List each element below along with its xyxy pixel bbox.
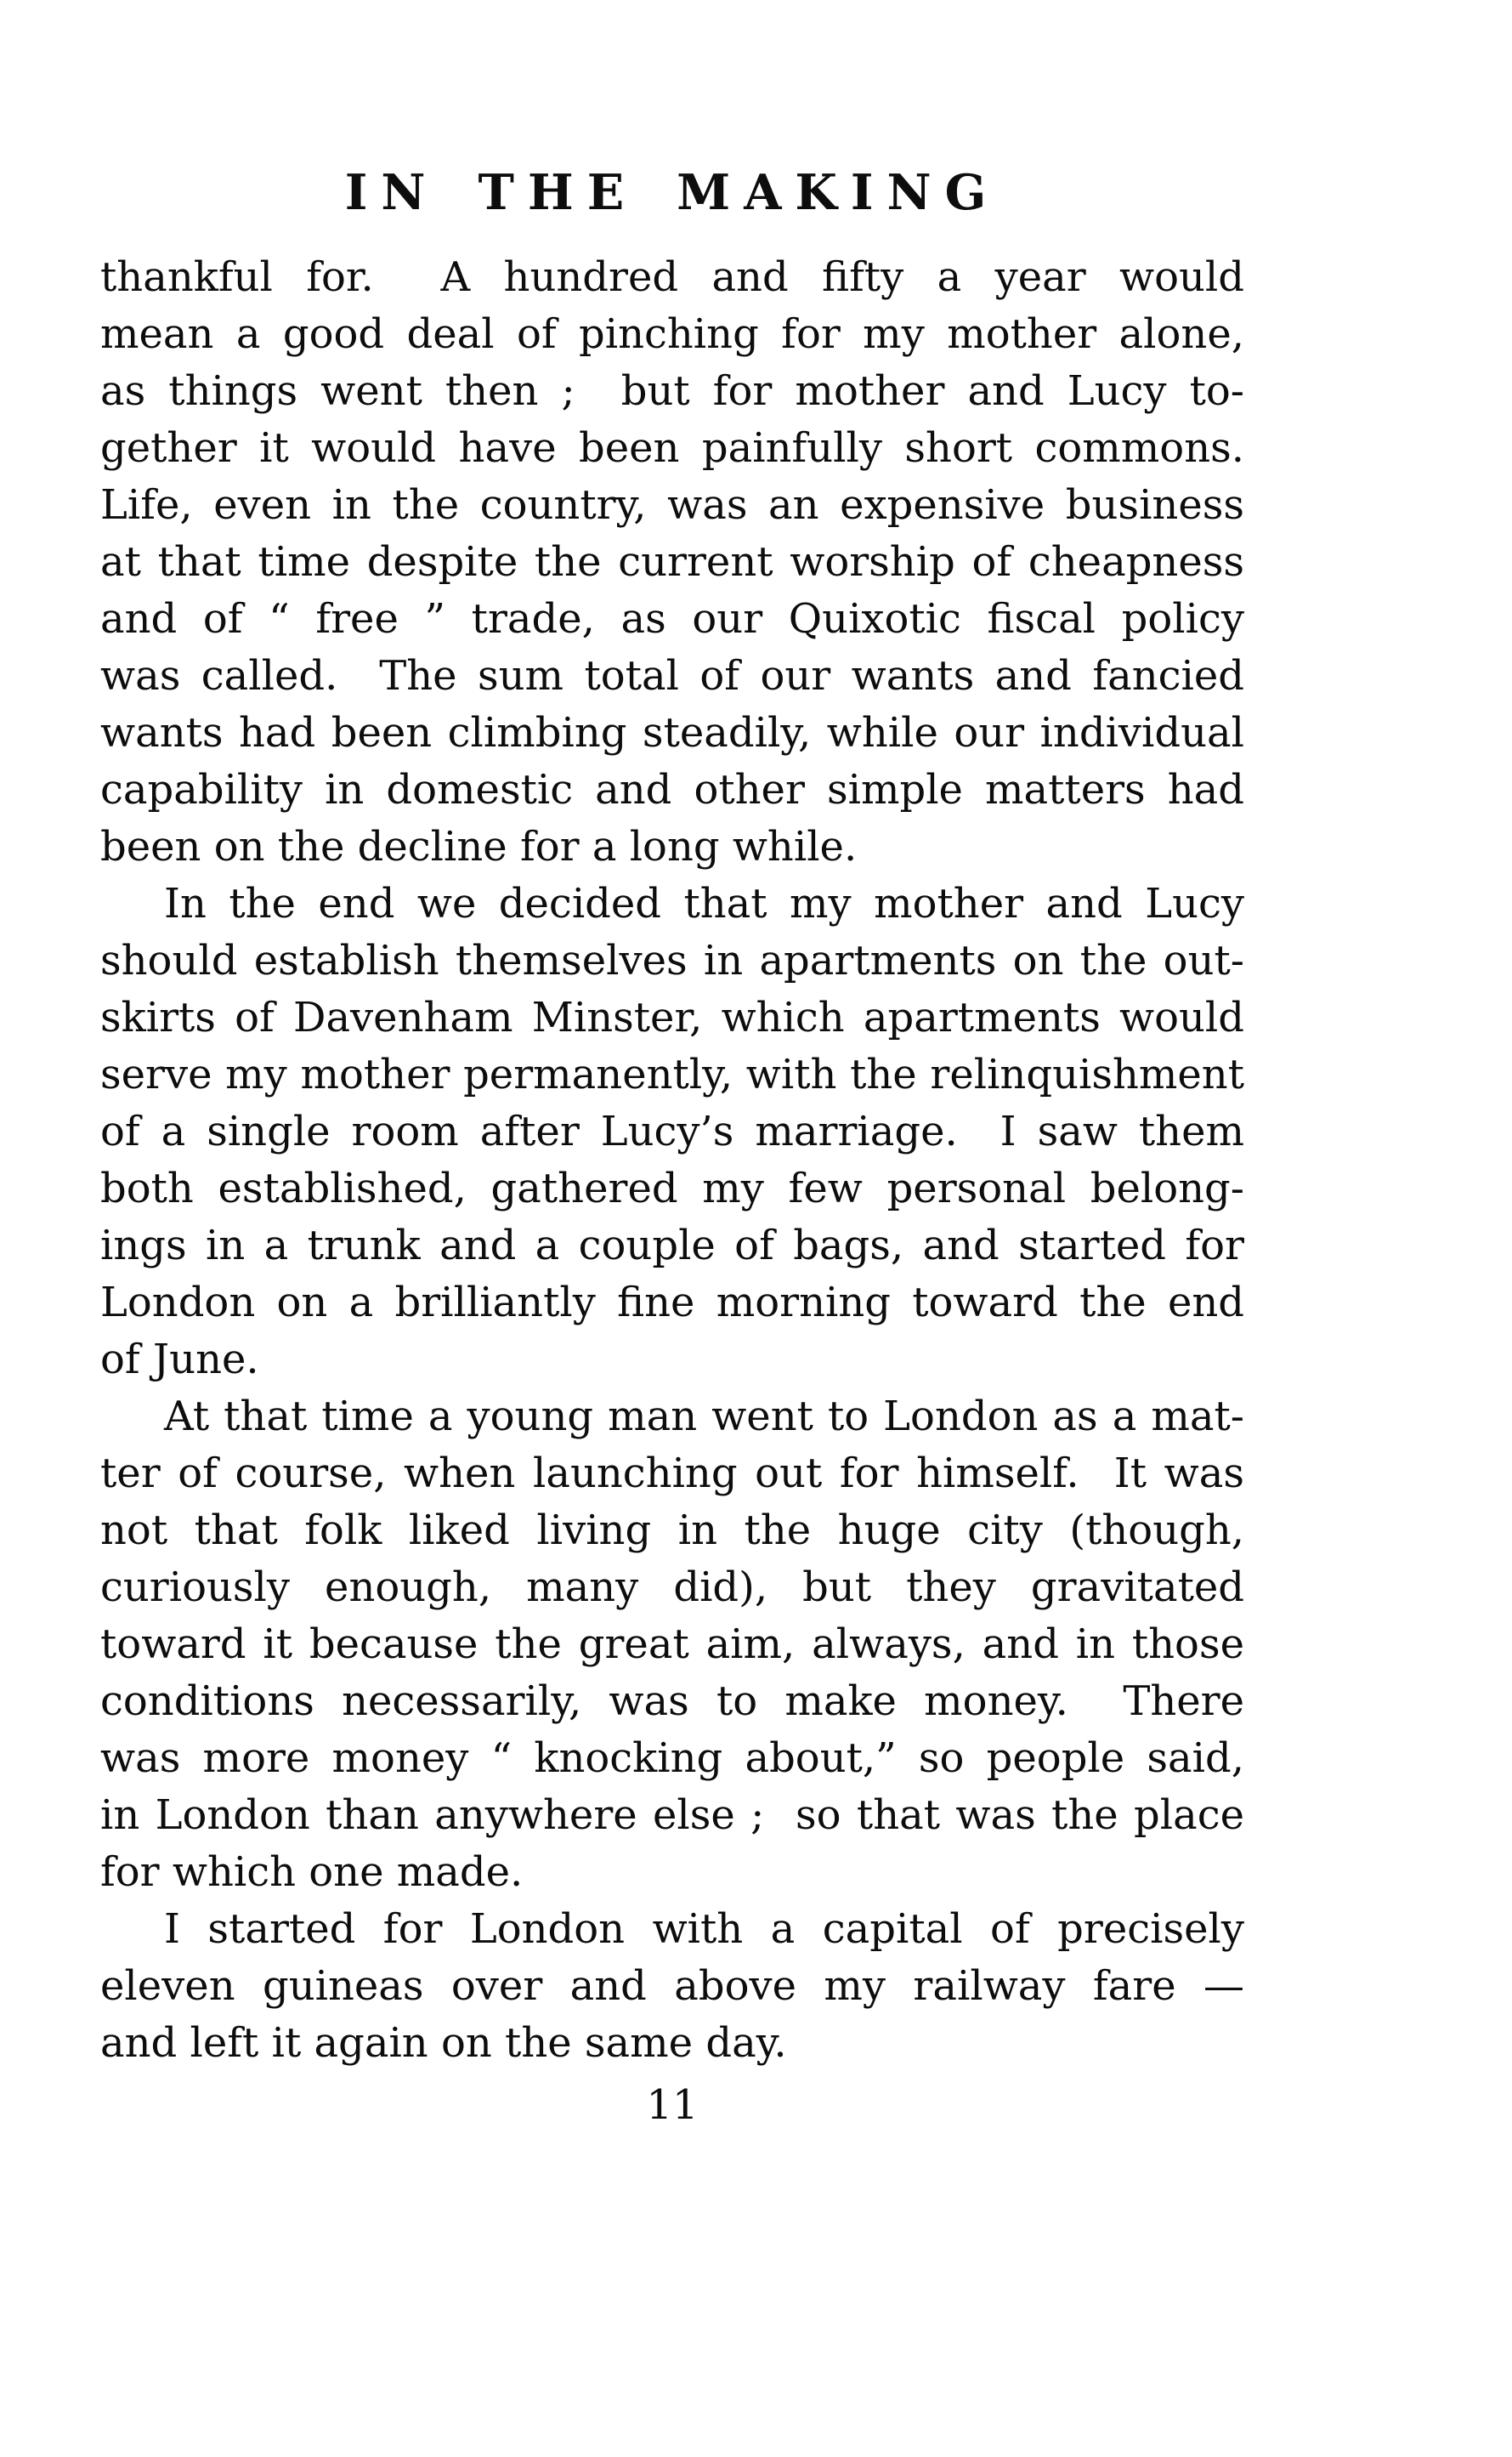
text-line: In the end we decided that my mother and Lucy xyxy=(164,880,1244,928)
text-line: not that folk liked living in the huge city (though, xyxy=(100,1507,1244,1554)
text-line: should establish themselves in apartments on the out- xyxy=(100,937,1244,985)
text-line: of June. xyxy=(100,1336,259,1383)
page-number: 11 xyxy=(646,2081,699,2129)
text-line: and of “ free ” trade, as our Quixotic fiscal policy xyxy=(100,595,1244,643)
text-line: skirts of Davenham Minster, which apartments would xyxy=(100,994,1244,1041)
text-line: was more money “ knocking about,” so people said, xyxy=(100,1734,1244,1782)
text-line: London on a brilliantly fine morning toward the end xyxy=(100,1279,1244,1326)
text-line: toward it because the great aim, always, and in those xyxy=(100,1620,1244,1668)
text-line: as things went then ; but for mother and Lucy to- xyxy=(100,367,1244,415)
text-line: for which one made. xyxy=(100,1848,524,1896)
text-line: capability in domestic and other simple matters had xyxy=(100,766,1244,814)
text-line: of a single room after Lucy’s marriage. I saw them xyxy=(100,1108,1244,1155)
text-line: both established, gathered my few personal belong- xyxy=(100,1165,1244,1212)
text-line: ings in a trunk and a couple of bags, and started for xyxy=(100,1222,1244,1269)
text-line: I started for London with a capital of precisely xyxy=(164,1905,1244,1953)
text-line: curiously enough, many did), but they gravitated xyxy=(100,1563,1244,1611)
text-line: eleven guineas over and above my railway fare — xyxy=(100,1962,1244,2010)
text-line: was called. The sum total of our wants and fancied xyxy=(100,652,1244,700)
text-line: in London than anywhere else ; so that was the place xyxy=(100,1791,1244,1839)
text-line: wants had been climbing steadily, while our individual xyxy=(100,709,1244,757)
text-block xyxy=(100,249,1244,2072)
text-line: at that time despite the current worship of cheapness xyxy=(100,538,1244,586)
text-line: been on the decline for a long while. xyxy=(100,823,858,871)
text-line: thankful for. A hundred and fifty a year would xyxy=(100,253,1244,301)
text-line: Life, even in the country, was an expensive business xyxy=(100,481,1244,529)
text-line: and left it again on the same day. xyxy=(100,2019,787,2067)
text-line: mean a good deal of pinching for my mother alone, xyxy=(100,310,1244,358)
text-line: serve my mother permanently, with the relinquishment xyxy=(100,1051,1244,1098)
text-line: At that time a young man went to London as a mat- xyxy=(164,1393,1244,1440)
text-line: conditions necessarily, was to make money. There xyxy=(100,1677,1244,1725)
text-line: gether it would have been painfully short commons. xyxy=(100,424,1244,472)
text-line: ter of course, when launching out for himself. It was xyxy=(100,1450,1244,1497)
page-title: IN THE MAKING xyxy=(344,164,1000,221)
